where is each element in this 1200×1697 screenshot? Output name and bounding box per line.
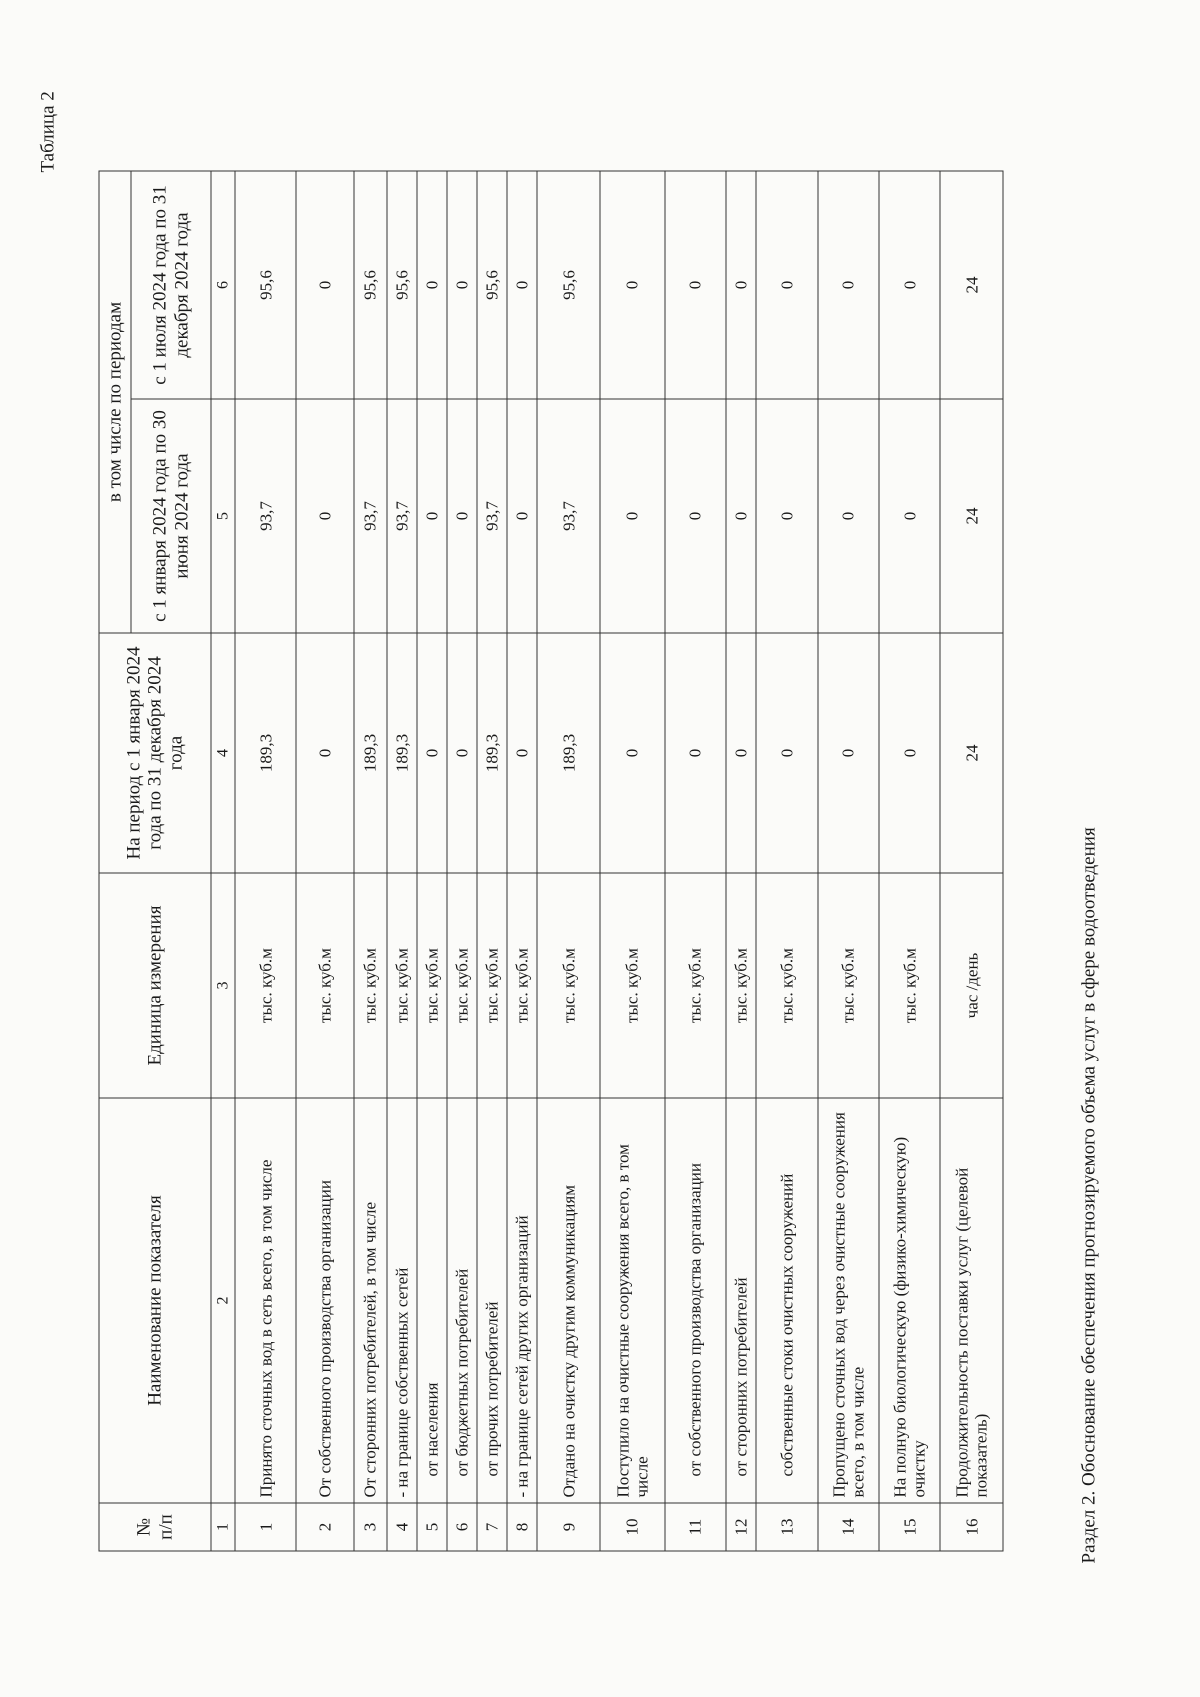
row-number: 1 (235, 1503, 296, 1551)
row-total: 24 (940, 633, 1003, 873)
row-unit: тыс. куб.м (600, 873, 665, 1098)
header-first-half: с 1 января 2024 года по 30 июня 2024 года (131, 399, 211, 633)
row-name: собственные стоки очистных сооружений (756, 1098, 817, 1503)
row-unit: тыс. куб.м (387, 873, 417, 1098)
row-unit: тыс. куб.м (879, 873, 940, 1098)
row-name: от бюджетных потребителей (447, 1098, 477, 1503)
table-row (665, 171, 726, 1551)
row-name: Продолжительность поставки услуг (целевой показатель) (940, 1098, 1003, 1503)
table-row (756, 171, 817, 1551)
column-numbers-row (211, 171, 235, 1551)
row-number: 4 (387, 1503, 417, 1551)
row-name: От сторонних потребителей, в том числе (354, 1098, 386, 1503)
table-row (417, 171, 447, 1551)
row-second-half: 0 (507, 171, 537, 399)
row-total: 0 (417, 633, 447, 873)
row-name: - на границе собственных сетей (387, 1098, 417, 1503)
header-num: № п/п (99, 1503, 211, 1551)
header-unit: Единица измерения (99, 873, 211, 1098)
row-name: от прочих потребителей (477, 1098, 507, 1503)
row-first-half: 0 (296, 399, 354, 633)
row-total: 189,3 (387, 633, 417, 873)
row-second-half: 0 (417, 171, 447, 399)
row-unit: тыс. куб.м (447, 873, 477, 1098)
col-number: 2 (211, 1098, 235, 1503)
row-total: 0 (665, 633, 726, 873)
col-number: 6 (211, 171, 235, 399)
row-total: 0 (756, 633, 817, 873)
row-number: 2 (296, 1503, 354, 1551)
col-number: 4 (211, 633, 235, 873)
col-number: 5 (211, 399, 235, 633)
row-total: 0 (879, 633, 940, 873)
row-total: 189,3 (354, 633, 386, 873)
row-total: 0 (600, 633, 665, 873)
table-row (447, 171, 477, 1551)
row-total: 0 (507, 633, 537, 873)
col-number: 3 (211, 873, 235, 1098)
row-number: 6 (447, 1503, 477, 1551)
row-unit: тыс. куб.м (818, 873, 879, 1098)
row-number: 16 (940, 1503, 1003, 1551)
row-first-half: 93,7 (387, 399, 417, 633)
row-name: от собственного производства организации (665, 1098, 726, 1503)
row-total: 0 (726, 633, 756, 873)
table-row (235, 171, 296, 1551)
row-number: 14 (818, 1503, 879, 1551)
row-total: 189,3 (537, 633, 600, 873)
row-first-half: 93,7 (354, 399, 386, 633)
row-name: От собственного производства организации (296, 1098, 354, 1503)
row-first-half: 0 (665, 399, 726, 633)
row-name: Поступило на очистные сооружения всего, в том числе (600, 1098, 665, 1503)
row-unit: тыс. куб.м (354, 873, 386, 1098)
indicators-table (99, 171, 1004, 1552)
table-row (507, 171, 537, 1551)
row-first-half: 93,7 (477, 399, 507, 633)
row-second-half: 95,6 (387, 171, 417, 399)
table-row (296, 171, 354, 1551)
table-row (940, 171, 1003, 1551)
header-second-half: с 1 июля 2024 года по 31 декабря 2024 года (131, 171, 211, 399)
row-number: 5 (417, 1503, 447, 1551)
row-second-half: 0 (818, 171, 879, 399)
table-row (726, 171, 756, 1551)
table-row (537, 171, 600, 1551)
row-first-half: 0 (600, 399, 665, 633)
row-first-half: 0 (726, 399, 756, 633)
row-total: 189,3 (235, 633, 296, 873)
row-second-half: 0 (665, 171, 726, 399)
row-first-half: 0 (756, 399, 817, 633)
row-number: 11 (665, 1503, 726, 1551)
row-unit: тыс. куб.м (726, 873, 756, 1098)
table-row (879, 171, 940, 1551)
row-unit: тыс. куб.м (296, 873, 354, 1098)
row-unit: тыс. куб.м (235, 873, 296, 1098)
row-second-half: 0 (296, 171, 354, 399)
row-number: 13 (756, 1503, 817, 1551)
row-first-half: 0 (507, 399, 537, 633)
table-label: Таблица 2 (37, 91, 59, 173)
row-name: Отдано на очистку другим коммуникациям (537, 1098, 600, 1503)
table-row (387, 171, 417, 1551)
row-second-half: 24 (940, 171, 1003, 399)
row-total: 189,3 (477, 633, 507, 873)
row-second-half: 0 (447, 171, 477, 399)
row-unit: тыс. куб.м (537, 873, 600, 1098)
row-second-half: 95,6 (537, 171, 600, 399)
row-name: - на границе сетей других организаций (507, 1098, 537, 1503)
row-unit: тыс. куб.м (477, 873, 507, 1098)
row-number: 8 (507, 1503, 537, 1551)
row-number: 12 (726, 1503, 756, 1551)
row-second-half: 95,6 (477, 171, 507, 399)
row-total: 0 (447, 633, 477, 873)
row-first-half: 93,7 (235, 399, 296, 633)
row-second-half: 0 (726, 171, 756, 399)
row-total: 0 (818, 633, 879, 873)
row-unit: час /день (940, 873, 1003, 1098)
section-title: Раздел 2. Обоснование обеспечения прогнозируемого объема услуг в сфере водоотведения (1078, 827, 1100, 1564)
row-first-half: 93,7 (537, 399, 600, 633)
table-row (600, 171, 665, 1551)
header-periods: в том числе по периодам (99, 171, 131, 633)
row-unit: тыс. куб.м (756, 873, 817, 1098)
row-name: На полную биологическую (физико-химическую) очистку (879, 1098, 940, 1503)
row-total: 0 (296, 633, 354, 873)
row-second-half: 95,6 (354, 171, 386, 399)
row-first-half: 24 (940, 399, 1003, 633)
row-number: 7 (477, 1503, 507, 1551)
row-name: Принято сточных вод в сеть всего, в том числе (235, 1098, 296, 1503)
header-name: Наименование показателя (99, 1098, 211, 1503)
row-first-half: 0 (417, 399, 447, 633)
col-number: 1 (211, 1503, 235, 1551)
row-second-half: 0 (756, 171, 817, 399)
header-total-period: На период с 1 января 2024 года по 31 декабря 2024 года (99, 633, 211, 873)
row-first-half: 0 (879, 399, 940, 633)
row-first-half: 0 (447, 399, 477, 633)
row-name: от населения (417, 1098, 447, 1503)
row-unit: тыс. куб.м (665, 873, 726, 1098)
table-row (354, 171, 386, 1551)
row-number: 9 (537, 1503, 600, 1551)
table-row (477, 171, 507, 1551)
row-unit: тыс. куб.м (507, 873, 537, 1098)
row-number: 3 (354, 1503, 386, 1551)
row-number: 15 (879, 1503, 940, 1551)
row-second-half: 95,6 (235, 171, 296, 399)
row-first-half: 0 (818, 399, 879, 633)
row-name: Пропущено сточных вод через очистные сооружения всего, в том числе (818, 1098, 879, 1503)
rotated-content (1, 0, 1200, 1697)
row-unit: тыс. куб.м (417, 873, 447, 1098)
row-second-half: 0 (879, 171, 940, 399)
row-second-half: 0 (600, 171, 665, 399)
table-row (818, 171, 879, 1551)
row-number: 10 (600, 1503, 665, 1551)
row-name: от сторонних потребителей (726, 1098, 756, 1503)
